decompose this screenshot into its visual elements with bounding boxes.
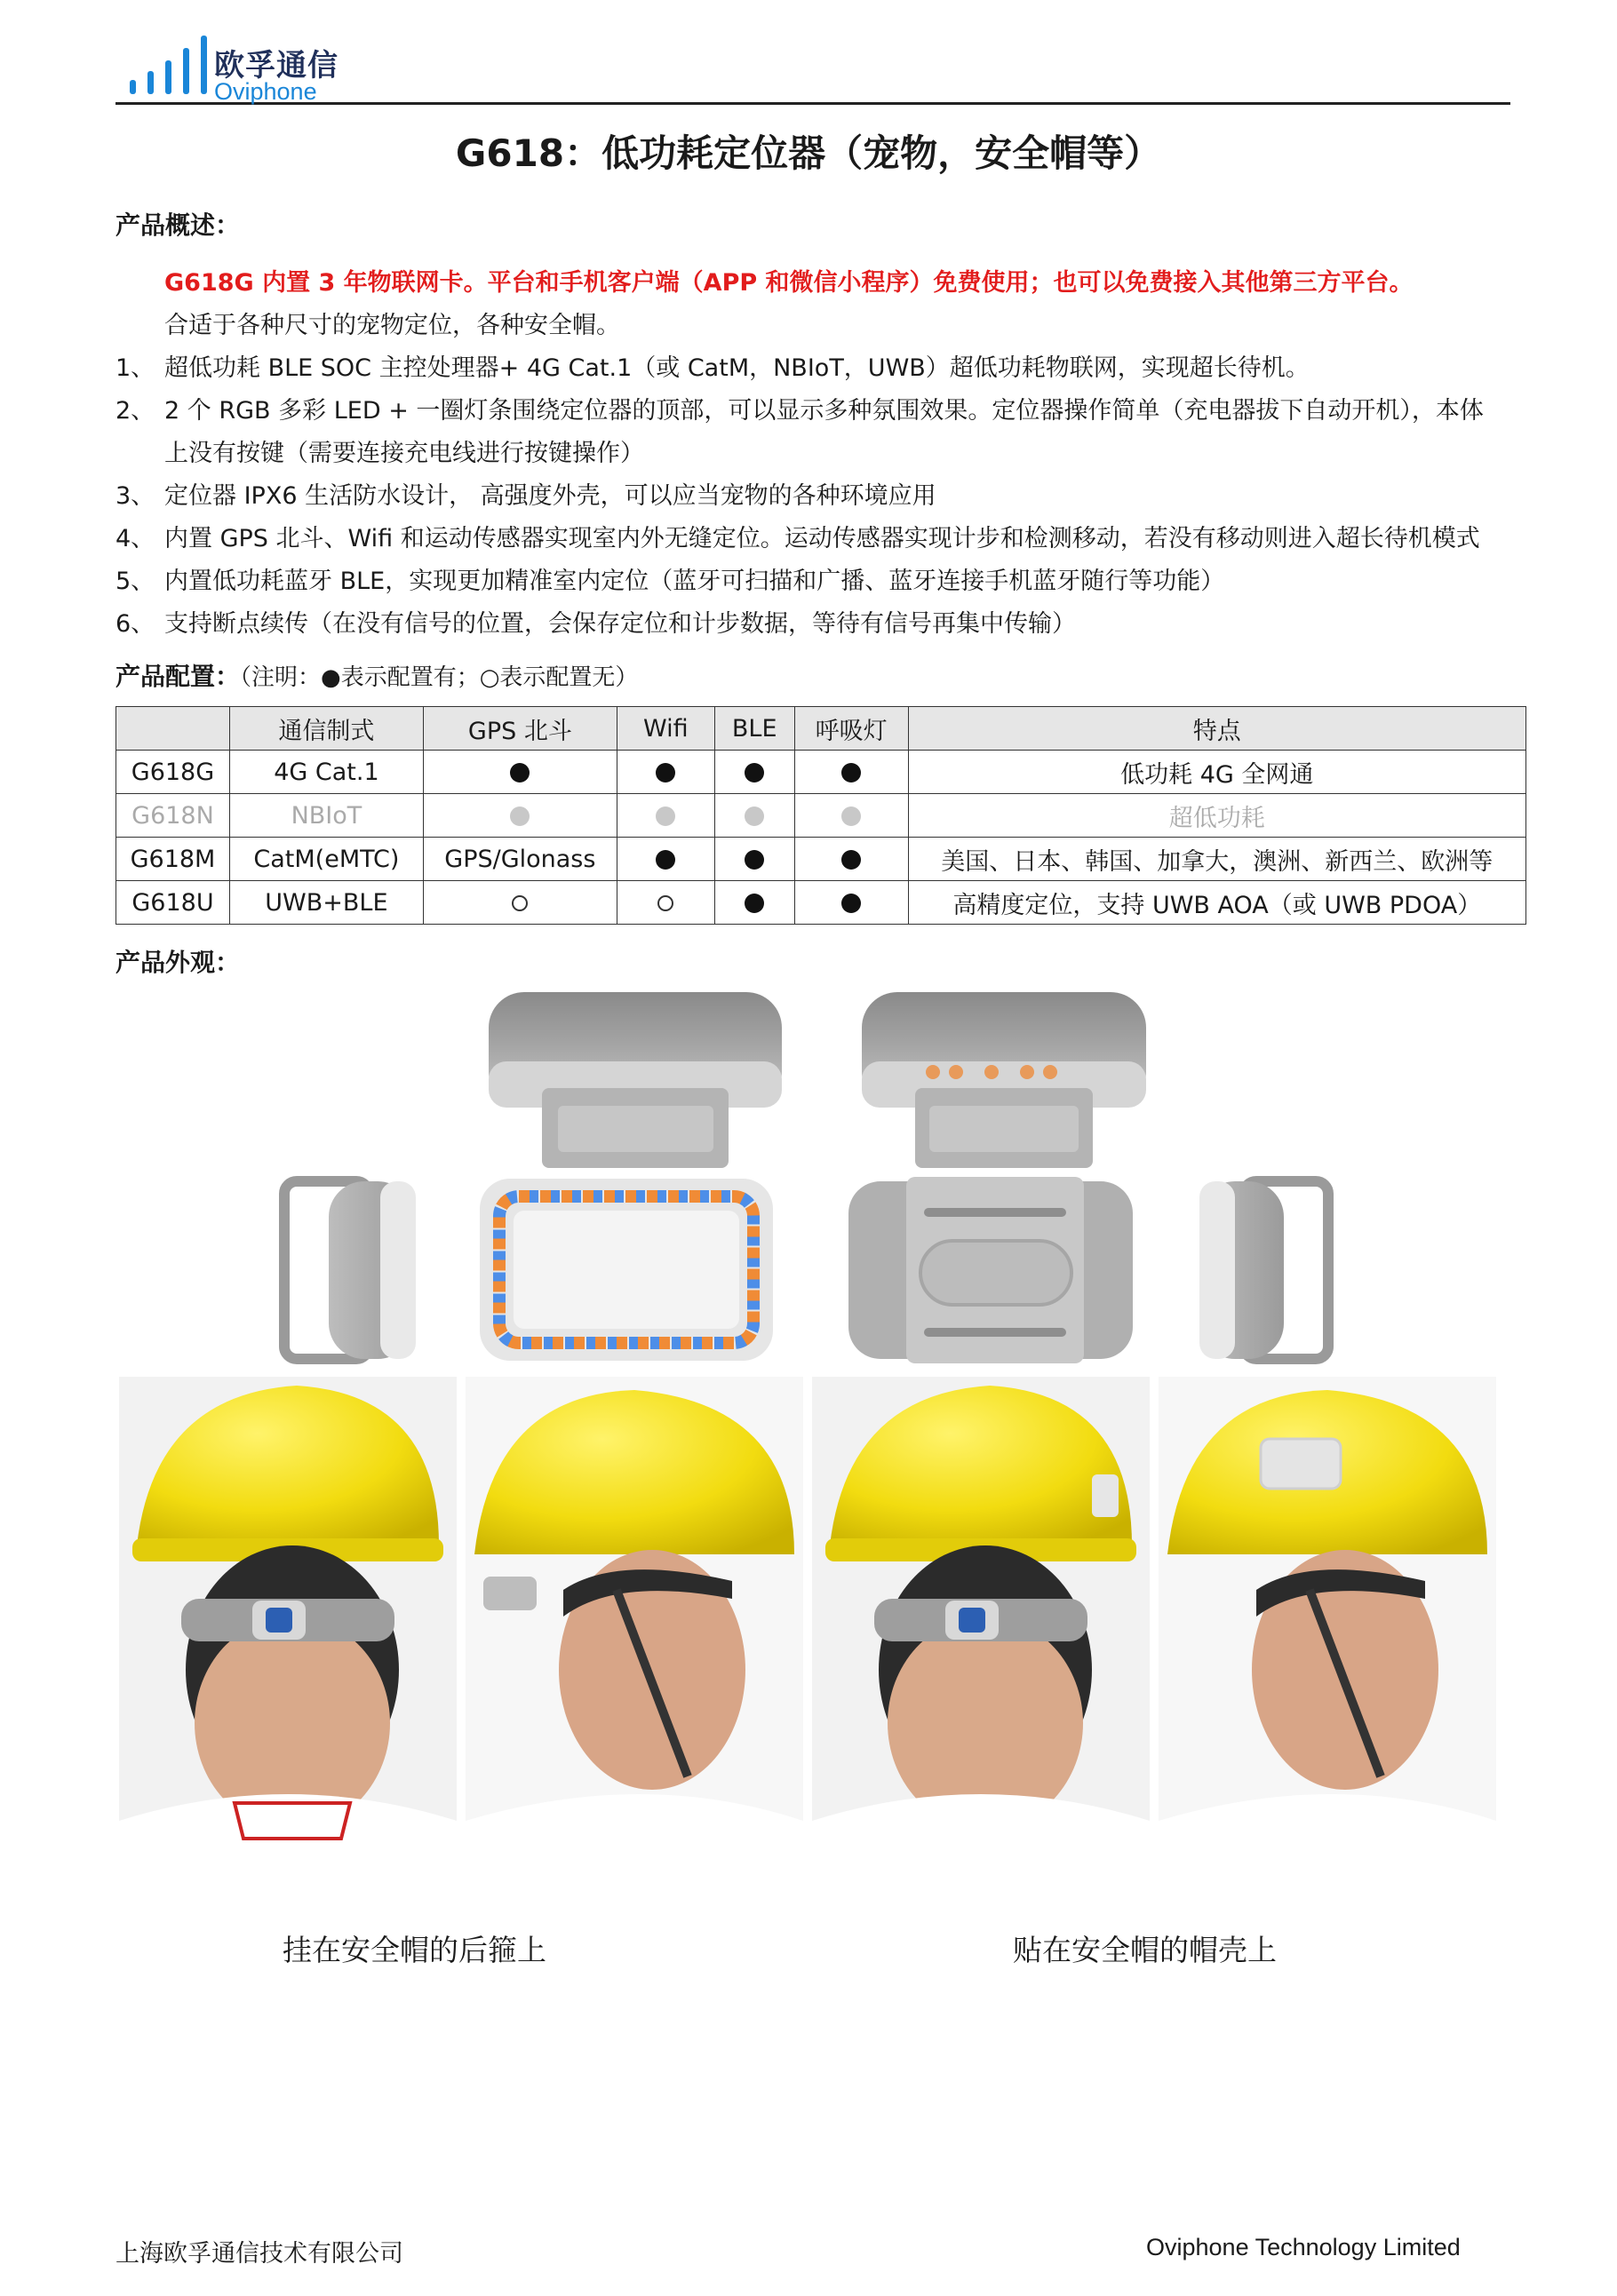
wifi-cell (617, 751, 714, 794)
column-header: 通信制式 (229, 707, 423, 751)
model-cell: G618U (116, 881, 230, 925)
ble-cell (714, 881, 794, 925)
list-item-number: 3、 (116, 482, 155, 510)
filled-dot-icon (745, 806, 764, 826)
network-cell: NBIoT (229, 794, 423, 838)
filled-dot-icon (841, 763, 861, 783)
table-row (116, 838, 1526, 881)
led-cell (794, 751, 908, 794)
config-heading-label: 产品配置： (116, 662, 241, 691)
filled-dot-icon (841, 894, 861, 913)
wifi-cell (617, 794, 714, 838)
filled-dot-icon (656, 806, 675, 826)
empty-circle-icon (657, 895, 673, 911)
filled-dot-icon (841, 850, 861, 870)
list-item-number: 4、 (116, 525, 155, 552)
led-cell (794, 881, 908, 925)
column-header: 特点 (908, 707, 1525, 751)
wifi-cell (617, 838, 714, 881)
gps-cell (423, 881, 617, 925)
logo-chinese-name: 欧孚通信 (214, 48, 339, 83)
device-front-led-view (480, 1179, 773, 1361)
feature-cell: 超低功耗 (908, 794, 1525, 838)
list-item-number: 6、 (116, 610, 155, 638)
table-row (116, 794, 1526, 838)
page-title: G618：低功耗定位器（宠物，安全帽等） (455, 131, 1162, 175)
model-cell: G618M (116, 838, 230, 881)
ble-cell (714, 794, 794, 838)
footer-company-en: Oviphone Technology Limited (1146, 2234, 1461, 2260)
ble-cell (714, 751, 794, 794)
model-cell: G618G (116, 751, 230, 794)
list-item-text: 定位器 IPX6 生活防水设计， 高强度外壳，可以应当宠物的各种环境应用 (164, 482, 936, 510)
device-right-side-view (1199, 1181, 1328, 1359)
feature-cell: 低功耗 4G 全网通 (908, 751, 1525, 794)
network-cell: CatM(eMTC) (229, 838, 423, 881)
list-item-number: 1、 (116, 354, 155, 382)
list-item-number: 2、 (116, 397, 155, 425)
caption-back-mount: 挂在安全帽的后箍上 (283, 1933, 546, 1967)
filled-dot-icon (656, 850, 675, 870)
caption-shell-mount: 贴在安全帽的帽壳上 (1013, 1933, 1277, 1967)
feature-cell: 美国、日本、韩国、加拿大，澳洲、新西兰、欧洲等 (908, 838, 1525, 881)
oviphone-logo (123, 36, 407, 105)
helmet-photo-side-view (466, 1377, 803, 1910)
config-legend-note: （注明：●表示配置有；○表示配置无） (240, 664, 639, 691)
device-top-view (489, 992, 782, 1168)
filled-dot-icon (656, 763, 675, 783)
empty-circle-icon (512, 895, 528, 911)
signal-bars-icon (123, 32, 207, 94)
led-cell (794, 794, 908, 838)
column-header: Wifi (617, 707, 714, 751)
appearance-heading: 产品外观： (116, 948, 241, 977)
list-item-number: 5、 (116, 568, 155, 595)
wifi-cell (617, 881, 714, 925)
config-table (116, 706, 1526, 925)
filled-dot-icon (841, 806, 861, 826)
overview-intro: 合适于各种尺寸的宠物定位，各种安全帽。 (164, 312, 620, 339)
filled-dot-icon (510, 806, 530, 826)
list-item-text-continued: 上没有按键（需要连接充电线进行按键操作） (164, 440, 644, 467)
feature-cell: 高精度定位，支持 UWB AOA（或 UWB PDOA） (908, 881, 1525, 925)
list-item-text: 超低功耗 BLE SOC 主控处理器+ 4G Cat.1（或 CatM，NBIoT，UWB）超低功耗物联网，实现超长待机。 (164, 354, 1310, 382)
helmet-photo-back-mount (119, 1377, 457, 1910)
device-views-illustration (275, 990, 1377, 1377)
led-cell (794, 838, 908, 881)
network-cell: UWB+BLE (229, 881, 423, 925)
table-row (116, 881, 1526, 925)
column-header (116, 707, 230, 751)
helmet-photo-back-with-shell-device (812, 1377, 1150, 1910)
column-header: BLE (714, 707, 794, 751)
device-left-side-view (284, 1181, 416, 1359)
ble-cell (714, 838, 794, 881)
network-cell: 4G Cat.1 (229, 751, 423, 794)
overview-heading: 产品概述： (116, 211, 241, 240)
filled-dot-icon (745, 894, 764, 913)
config-heading (116, 657, 638, 693)
gps-cell (423, 751, 617, 794)
device-bottom-view (862, 992, 1146, 1168)
page-header (116, 27, 1510, 105)
helmet-photos-illustration (119, 1377, 1496, 1910)
filled-dot-icon (745, 763, 764, 783)
overview-highlight: G618G 内置 3 年物联网卡。平台和手机客户端（APP 和微信小程序）免费使用；也可以免费接入其他第三方平台。 (164, 269, 1414, 297)
list-item-text: 支持断点续传（在没有信号的位置，会保存定位和计步数据，等待有信号再集中传输） (164, 610, 1076, 638)
footer-company-cn: 上海欧孚通信技术有限公司 (116, 2240, 403, 2268)
list-item-text: 内置低功耗蓝牙 BLE，实现更加精准室内定位（蓝牙可扫描和广播、蓝牙连接手机蓝牙随行等功能） (164, 568, 1225, 595)
gps-cell: GPS/Glonass (423, 838, 617, 881)
device-back-view (848, 1177, 1133, 1363)
list-item-text: 2 个 RGB 多彩 LED + 一圈灯条围绕定位器的顶部，可以显示多种氛围效果。定位器操作简单（充电器拔下自动开机），本体 (164, 397, 1484, 425)
column-header: 呼吸灯 (794, 707, 908, 751)
filled-dot-icon (510, 763, 530, 783)
filled-dot-icon (745, 850, 764, 870)
gps-cell (423, 794, 617, 838)
table-header-row (116, 707, 1526, 751)
helmet-photo-side-with-shell-device (1159, 1377, 1496, 1910)
table-row (116, 751, 1526, 794)
logo-english-name: Oviphone (214, 78, 317, 105)
column-header: GPS 北斗 (423, 707, 617, 751)
list-item-text: 内置 GPS 北斗、Wifi 和运动传感器实现室内外无缝定位。运动传感器实现计步和检测移动，若没有移动则进入超长待机模式 (164, 525, 1480, 552)
model-cell: G618N (116, 794, 230, 838)
